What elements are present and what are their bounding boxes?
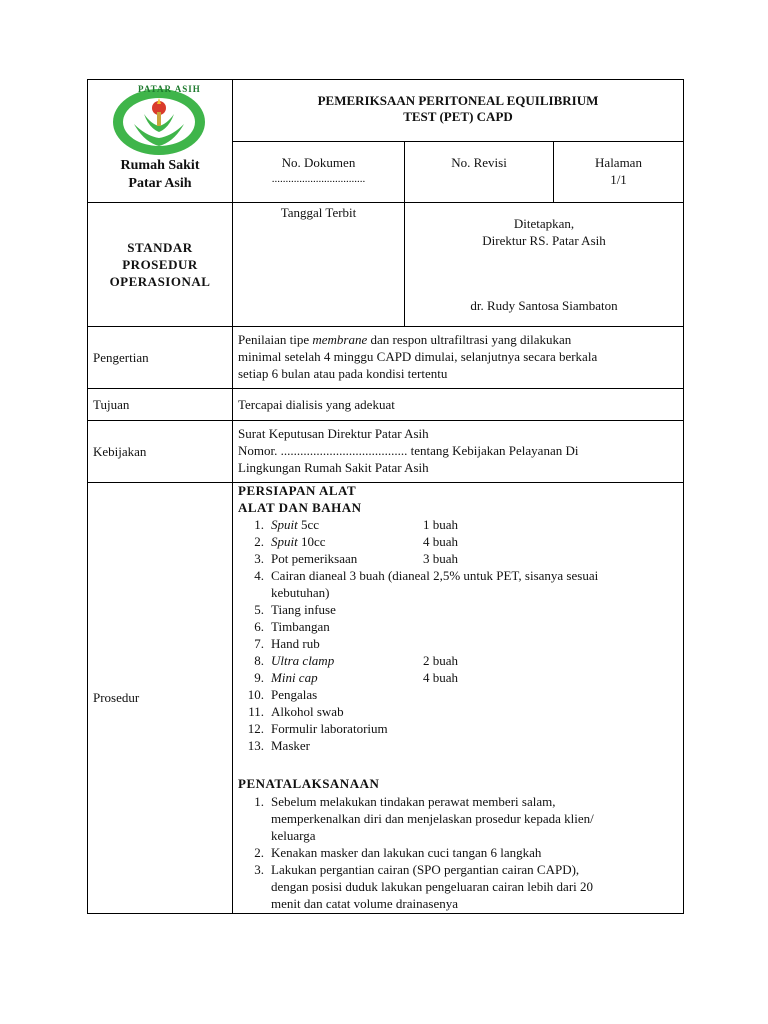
- revision-label: No. Revisi: [451, 155, 507, 170]
- row-divider-pengertian: [87, 388, 684, 389]
- tools-list: [238, 516, 678, 754]
- tool-name-main: Timbangan: [271, 619, 330, 634]
- tool-item: [238, 533, 678, 550]
- step-text: [271, 844, 681, 861]
- tool-item: [238, 550, 678, 567]
- steps-list: [238, 793, 678, 912]
- kebijakan-line3: Lingkungan Rumah Sakit Patar Asih: [238, 460, 429, 475]
- step-text: [271, 861, 681, 912]
- issue-date-label: Tanggal Terbit: [280, 205, 357, 220]
- tool-item: [238, 635, 678, 652]
- table-border-top: [87, 79, 684, 80]
- tool-quantity: 4 buah: [423, 534, 459, 549]
- row-divider-sop: [87, 326, 684, 327]
- tool-name: [271, 720, 388, 737]
- prep-heading: PERSIAPAN ALAT: [238, 483, 357, 498]
- tool-name: [271, 635, 320, 652]
- doc-number-cell: [233, 154, 404, 188]
- hospital-name: [88, 157, 232, 193]
- table-border-left: [87, 79, 88, 914]
- row-divider-title: [232, 141, 684, 142]
- pengertian-text: [238, 331, 678, 382]
- step-number: 3.: [254, 862, 264, 877]
- step-text: [271, 793, 681, 844]
- tool-item: [238, 584, 678, 601]
- tool-item: [238, 720, 678, 737]
- steps-heading: PENATALAKSANAAN: [238, 776, 380, 791]
- tool-number: 13.: [247, 738, 264, 753]
- tool-number: 5.: [254, 602, 264, 617]
- tool-name-main: Spuit: [271, 534, 298, 549]
- tujuan-label: Tujuan: [93, 397, 130, 412]
- step-item: [238, 861, 678, 912]
- tool-item: [238, 669, 678, 686]
- tool-quantity: 2 buah: [423, 653, 459, 668]
- tool-item: [238, 516, 678, 533]
- pengertian-line1-italic: membrane: [312, 332, 368, 347]
- col-divider-doc: [404, 141, 405, 203]
- tool-name: [271, 652, 334, 669]
- step-line: dengan posisi duduk lakukan pengeluaran cairan lebih dari 20: [271, 879, 594, 894]
- tool-name-main: Tiang infuse: [271, 602, 336, 617]
- tool-name-main: Spuit: [271, 517, 298, 532]
- hospital-logo: [104, 84, 214, 156]
- tool-number: 6.: [254, 619, 264, 634]
- tool-name: [271, 533, 326, 550]
- established-label: Ditetapkan,: [513, 216, 575, 231]
- prosedur-label: Prosedur: [93, 690, 140, 705]
- tool-quantity: 3 buah: [423, 551, 459, 566]
- tools-heading: ALAT DAN BAHAN: [238, 500, 362, 515]
- row-divider-tujuan: [87, 420, 684, 421]
- row-divider-kebijakan: [87, 482, 684, 483]
- tool-item: [238, 618, 678, 635]
- tool-name-main: Formulir laboratorium: [271, 721, 388, 736]
- tool-quantity: 1 buah: [423, 517, 459, 532]
- step-line: Lakukan pergantian cairan (SPO pergantian cairan CAPD),: [271, 862, 580, 877]
- pengertian-label: Pengertian: [93, 350, 149, 365]
- tool-number: 1.: [254, 517, 264, 532]
- tool-number: 8.: [254, 653, 264, 668]
- tool-name: [271, 686, 317, 703]
- page-value: 1/1: [610, 172, 627, 187]
- page-label: Halaman: [595, 155, 642, 170]
- tool-name: [271, 618, 330, 635]
- tool-name: [271, 601, 336, 618]
- tool-name: [271, 703, 344, 720]
- document-title: [233, 93, 683, 125]
- step-item: [238, 793, 678, 844]
- table-border-bottom: [87, 913, 684, 914]
- tool-item: [238, 652, 678, 669]
- title-line1: PEMERIKSAAN PERITONEAL EQUILIBRIUM: [317, 93, 599, 108]
- tool-name-suffix: 5cc: [297, 517, 320, 532]
- step-line: Kenakan masker dan lakukan cuci tangan 6 langkah: [271, 845, 542, 860]
- title-line2: TEST (PET) CAPD: [403, 109, 513, 124]
- step-number: 2.: [254, 845, 264, 860]
- doc-number-label: No. Dokumen: [281, 155, 356, 170]
- pengertian-line1-post: dan respon ultrafiltrasi yang dilakukan: [367, 332, 572, 347]
- tool-item: [238, 601, 678, 618]
- kebijakan-label: Kebijakan: [93, 444, 147, 459]
- step-line: memperkenalkan diri dan menjelaskan prosedur kepada klien/: [271, 811, 594, 826]
- tool-name-main: Pengalas: [271, 687, 318, 702]
- kebijakan-line2: Nomor. ....................................... tentang Kebijakan Pelayanan Di: [238, 443, 579, 458]
- tool-name-main: Mini cap: [271, 670, 318, 685]
- tool-name-main: Ultra clamp: [271, 653, 335, 668]
- tool-name-main: Cairan dianeal 3 buah (dianeal 2,5% untuk PET, sisanya sesuai: [271, 568, 599, 583]
- established-block: [405, 215, 683, 249]
- director-name: dr. Rudy Santosa Siambaton: [470, 298, 618, 313]
- pengertian-line1-pre: Penilaian tipe: [238, 332, 313, 347]
- tool-name: [271, 516, 319, 533]
- table-border-right: [683, 79, 684, 914]
- tool-quantity: 4 buah: [423, 670, 459, 685]
- tool-item: [238, 703, 678, 720]
- doc-number-value: ..................................: [271, 173, 366, 185]
- sop-label-line3: OPERASIONAL: [109, 274, 211, 289]
- step-number: 1.: [254, 794, 264, 809]
- tool-name: [271, 567, 598, 584]
- pengertian-line1: [238, 331, 678, 348]
- tool-name: [271, 550, 357, 567]
- kebijakan-text: [238, 425, 678, 476]
- logo-emblem-icon: [104, 84, 214, 156]
- tool-name-main: Alkohol swab: [271, 704, 344, 719]
- logo-text: PATAR ASIH: [138, 84, 201, 94]
- hospital-name-line2: Patar Asih: [128, 176, 192, 191]
- revision-cell: [405, 154, 553, 171]
- tool-number: 4.: [254, 568, 264, 583]
- page-cell: [554, 154, 683, 188]
- sop-label-line2: PROSEDUR: [122, 257, 198, 272]
- tool-name-main: kebutuhan): [271, 585, 330, 600]
- hospital-name-line1: Rumah Sakit: [120, 158, 200, 173]
- tool-number: 3.: [254, 551, 264, 566]
- step-item: [238, 844, 678, 861]
- tool-number: 10.: [247, 687, 264, 702]
- tool-name: [271, 737, 310, 754]
- tool-item: [238, 737, 678, 754]
- tool-name: [271, 669, 318, 686]
- tool-item: [238, 567, 678, 584]
- tool-name-main: Pot pemeriksaan: [271, 551, 358, 566]
- tool-name: [271, 584, 329, 601]
- tool-number: 9.: [254, 670, 264, 685]
- step-line: menit dan catat volume drainasenya: [271, 896, 458, 911]
- sop-label-line1: STANDAR: [127, 240, 193, 255]
- tool-number: 11.: [248, 704, 264, 719]
- kebijakan-line1: Surat Keputusan Direktur Patar Asih: [238, 426, 429, 441]
- sop-label: [88, 239, 232, 290]
- step-line: keluarga: [271, 828, 316, 843]
- pengertian-line2: minimal setelah 4 minggu CAPD dimulai, selanjutnya secara berkala: [238, 349, 598, 364]
- tool-name-main: Hand rub: [271, 636, 320, 651]
- tujuan-text: Tercapai dialisis yang adekuat: [238, 397, 395, 412]
- director-label: Direktur RS. Patar Asih: [482, 233, 606, 248]
- tool-number: 12.: [247, 721, 264, 736]
- tool-name-main: Masker: [271, 738, 310, 753]
- step-line: Sebelum melakukan tindakan perawat memberi salam,: [271, 794, 556, 809]
- pengertian-line3: setiap 6 bulan atau pada kondisi tertentu: [238, 366, 448, 381]
- tool-number: 2.: [254, 534, 264, 549]
- tool-name-suffix: 10cc: [297, 534, 326, 549]
- tool-number: 7.: [254, 636, 264, 651]
- tool-item: [238, 686, 678, 703]
- row-divider-header: [87, 202, 684, 203]
